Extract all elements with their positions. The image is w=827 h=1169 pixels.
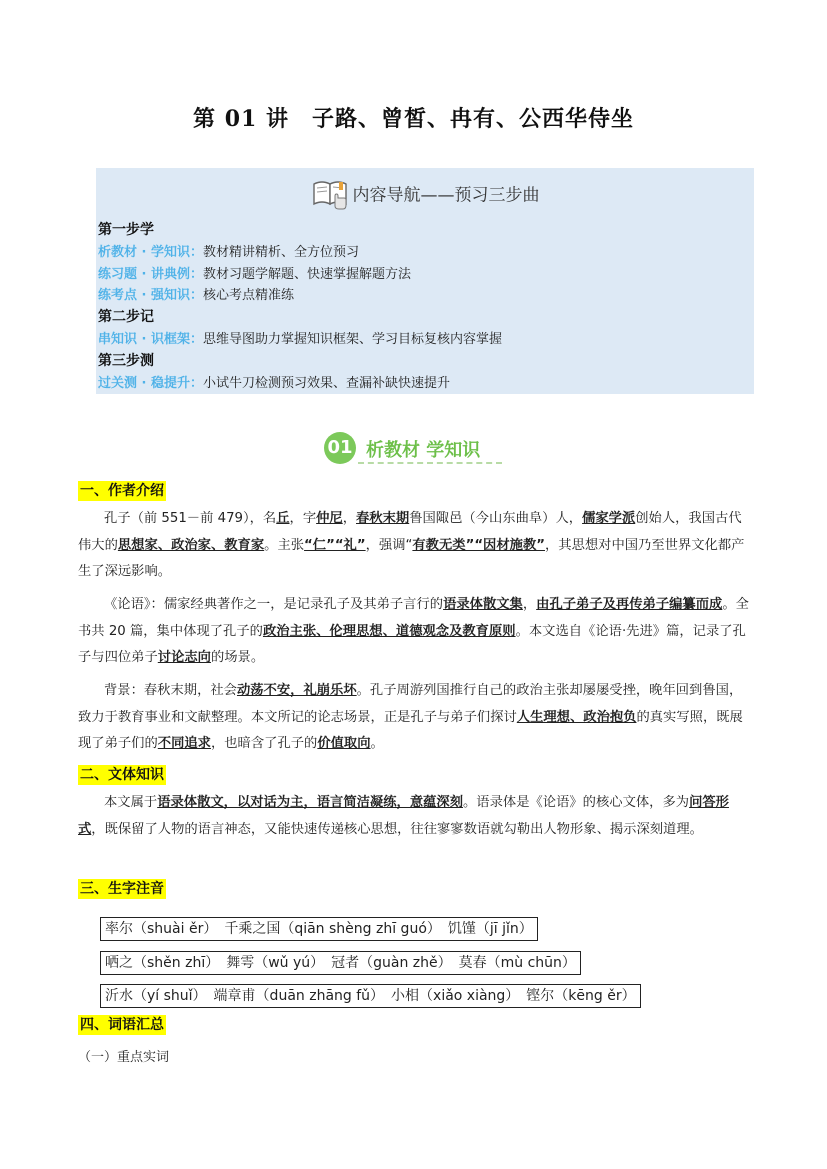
genre-paragraph: 本文属于语录体散文，以对话为主，语言简洁凝练，意蕴深刻。语录体是《论语》的核心文体，多为问答形式，既保留了人物的语言神态，又能快速传递核心思想，往往寥寥数语就勾勒出人物形象、揭示深刻道理。 <box>78 795 729 837</box>
content-navigation-box <box>96 168 754 394</box>
nav-header-text: 内容导航——预习三步曲 <box>352 185 540 206</box>
section-heading-genre: 二、文体知识 <box>80 767 164 783</box>
section-badge <box>322 428 512 468</box>
badge-dashed-line <box>358 462 502 464</box>
pronunciation-row: 沂水（yí shuǐ） 端章甫（duān zhāng fǔ） 小相（xiǎo xiàng） 铿尔（kēng ěr） <box>100 984 641 1008</box>
nav-item: 练习题 · 讲典例：教材习题学解题、快速掌握解题方法 <box>98 266 412 282</box>
author-paragraph-3: 背景：春秋末期，社会动荡不安，礼崩乐坏。孔子周游列国推行自己的政治主张却屡屡受挫，晚年回到鲁国，致力于教育事业和文献整理。本文所记的论志场景，正是孔子与弟子们探讨人生理想、政治抱负的真实写照，既展现了弟子们的不同追求，也暗含了孔子的价值取向。 <box>78 683 743 752</box>
badge-text: 析教材 学知识 <box>366 440 481 461</box>
nav-item: 析教材 · 学知识：教材精讲精析、全方位预习 <box>98 244 360 260</box>
step-2-title: 第二步记 <box>98 309 154 326</box>
vocab-subheading: （一）重点实词 <box>78 1050 170 1065</box>
author-paragraph-1: 孔子（前 551－前 479），名丘，字仲尼，春秋末期鲁国陬邑（今山东曲阜）人，儒家学派创始人，我国古代伟大的思想家、政治家、教育家。主张“仁”“礼”，强调“有教无类”“因材施教”，其思想对中国乃至世界文化都产生了深远影响。 <box>78 511 745 580</box>
book-pointer-icon <box>311 176 351 215</box>
step-1-title: 第一步学 <box>98 222 154 238</box>
section-heading-vocabulary: 四、词语汇总 <box>80 1017 164 1033</box>
badge-number: 01 <box>324 432 356 464</box>
nav-item: 过关测 · 稳提升：小试牛刀检测预习效果、查漏补缺快速提升 <box>98 375 451 391</box>
pronunciation-row: 率尔（shuài ěr） 千乘之国（qiān shèng zhī guó） 饥馑（jī jǐn） <box>100 917 538 941</box>
nav-steps <box>98 220 502 394</box>
pronunciation-row: 哂之（shěn zhī） 舞雩（wǔ yú） 冠者（guàn zhě） 莫春（mù chūn） <box>100 951 581 975</box>
section-heading-author: 一、作者介绍 <box>80 483 164 499</box>
author-paragraph-2: 《论语》：儒家经典著作之一，是记录孔子及其弟子言行的语录体散文集，由孔子弟子及再传弟子编纂而成。全书共 20 篇，集中体现了孔子的政治主张、伦理思想、道德观念及教育原则。本文选自《论语·先进》篇，记录了孔子与四位弟子讨论志向的场景。 <box>78 597 749 666</box>
section-heading-pronunciation: 三、生字注音 <box>80 881 164 897</box>
nav-item: 串知识 · 识框架：思维导图助力掌握知识框架、学习目标复核内容掌握 <box>98 331 503 347</box>
page-title: 第 01 讲 子路、曾皙、冉有、公西华侍坐 <box>193 106 634 132</box>
nav-header <box>96 176 754 215</box>
nav-item: 练考点 · 强知识：核心考点精准练 <box>98 288 295 304</box>
step-3-title: 第三步测 <box>98 352 154 369</box>
